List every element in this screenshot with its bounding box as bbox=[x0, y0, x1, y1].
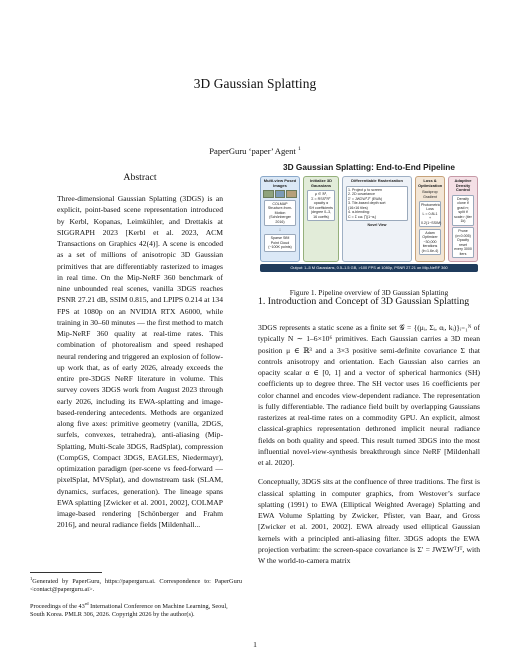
footnote-divider bbox=[30, 572, 102, 573]
stage-loss-optimization bbox=[415, 176, 445, 262]
stage-line: 1. Project μ to screen bbox=[348, 187, 383, 192]
proceedings-rest: International Conference on Machine Learning, Seoul, South Korea. PMLR 306, 2026. Copyright 2026 by the author(s). bbox=[30, 603, 228, 619]
image-thumbnail bbox=[286, 190, 297, 198]
gaussian-params-box bbox=[307, 190, 335, 221]
stage-differentiable-rasterization bbox=[342, 176, 412, 262]
stage-initialize-gaussians bbox=[303, 176, 339, 262]
loss-box bbox=[419, 201, 441, 228]
stage-line: L = 0.8L1 + bbox=[422, 211, 438, 221]
stage-line: 3. Tile-based depth sort bbox=[348, 201, 386, 206]
stage-line: Backprop bbox=[422, 190, 438, 195]
stage-heading: Multi-view Posed Images bbox=[263, 178, 297, 188]
footnote-generated bbox=[30, 575, 242, 595]
point-cloud-box bbox=[264, 234, 296, 252]
stage-heading: Adaptive Density Control bbox=[454, 178, 472, 193]
stage-line: Point Cloud bbox=[270, 240, 290, 245]
stage-line: Σ = RSSᵀRᵀ bbox=[311, 196, 331, 201]
stage-line: (~100K points) bbox=[268, 245, 292, 250]
stage-line: Opacity reset bbox=[456, 238, 470, 247]
stage-heading: Loss & Optimization bbox=[418, 178, 443, 188]
footnote-mark: 1 bbox=[30, 576, 33, 581]
paper-title: 3D Gaussian Splatting bbox=[193, 76, 317, 91]
stage-line: COLMAP bbox=[272, 201, 288, 206]
stage-line: iterations bbox=[422, 244, 438, 249]
stage-line: Sparse SfM bbox=[270, 236, 290, 241]
prune-box bbox=[452, 227, 474, 258]
paragraph: 3DGS represents a static scene as a finite set 𝒢 = {(μᵢ, Σᵢ, αᵢ, kᵢ)}ᵢ₌₁ᴺ of typically N ∼ 1–6×10⁶ primitives. Each Gaussian carries a 3D mean position μ ∈ ℝ³ and a 3×3 positive semi-definite covariance Σ that controls anisotropy and orientation. Each Gaussian also carries an opacity scalar α ∈ [0, 1] and a vector of spherical harmonics (SH) coefficients up to degree three. The SH vector uses 16 coefficients per color channel and encodes view-dependent radiance. The representation is fully differentiable. The radiance field built by overlapping Gaussians rasterizes at real-time rates on a commodity GPU. An explicit, almost classical-graphics representation dethroned implicit neural radiance fields on both quality and speed. This result turned 3DGS into the most influential novel-view-synthesis breakthrough since NeRF [Mildenhall et al. 2020]. bbox=[258, 323, 480, 467]
stage-line: Σ′ = JWΣWᵀJᵀ (EWA) bbox=[348, 196, 383, 201]
proceedings-note bbox=[30, 600, 242, 620]
colmap-box bbox=[264, 200, 296, 227]
density-histogram-graphic bbox=[451, 260, 475, 262]
histogram-bar bbox=[461, 261, 463, 262]
pipeline-figure bbox=[258, 160, 480, 278]
figure-output-banner: Output: 1–5 M Gaussians, 0.5–1.5 GB, >100 FPS at 1080p, PSNR 27.21 on Mip-NeRF 360 bbox=[260, 264, 478, 272]
stage-input-images bbox=[260, 176, 300, 262]
section-body bbox=[258, 322, 480, 622]
image-thumbnails bbox=[263, 190, 297, 198]
stage-line: 16 coeffs) bbox=[313, 214, 329, 219]
arrow-down-icon: ↓ bbox=[278, 226, 282, 233]
section-heading: 1. Introduction and Concept of 3D Gaussian Splatting bbox=[258, 296, 470, 307]
image-thumbnail bbox=[275, 190, 286, 198]
stage-line: Adam Optimizer bbox=[422, 230, 438, 240]
stage-line: opacity α bbox=[313, 201, 329, 206]
stage-line: grad>τ; split if bbox=[457, 205, 469, 215]
stage-line: ~30,000 bbox=[423, 239, 437, 244]
stage-line: μ ∈ ℝ³, bbox=[314, 192, 328, 197]
stage-line: (Schönberger 2016) bbox=[269, 215, 291, 224]
stage-line: (16×16 tiles) bbox=[348, 205, 368, 210]
stage-line: scale> (iter 1k) bbox=[454, 214, 472, 224]
stage-line: 2. 2D covariance bbox=[348, 192, 375, 197]
stage-line: Structure-from-Motion bbox=[267, 206, 293, 215]
stage-line: Densify clone if bbox=[457, 196, 469, 206]
author-name: PaperGuru ‘paper’ Agent bbox=[209, 146, 296, 156]
densify-box bbox=[452, 195, 474, 226]
stage-heading: Differentiable Rasterization bbox=[351, 178, 403, 183]
stage-line: Photometric Loss bbox=[421, 202, 441, 212]
optimizer-box bbox=[419, 229, 441, 256]
novel-view-label: Novel View bbox=[367, 222, 387, 227]
image-thumbnail bbox=[263, 190, 274, 198]
stage-line: (lr=1.6e-4) bbox=[421, 248, 439, 253]
stage-line: every 3000 iters bbox=[454, 247, 472, 256]
figure-title: 3D Gaussian Splatting: End-to-End Pipeline bbox=[283, 162, 455, 172]
stage-line: Gradient bbox=[423, 194, 437, 199]
rasterization-steps-box bbox=[346, 186, 408, 222]
stage-line: Prune (α<0.005) bbox=[455, 229, 471, 238]
stage-line: 4. α-blending: bbox=[348, 210, 370, 215]
stage-line: (degree 0–3, bbox=[310, 210, 332, 215]
paragraph: Conceptually, 3DGS sits at the confluence of three traditions. The first is classical splatting in computer graphics, from Westover’s surface splatting (1991) to EWA (Elliptical Weighted Average) Splatting and EWA Volume Splatting by Zwicker, Pfister, van Baar, and Gross [Zwicker et al. 2001, 2002]. EWA already used elliptical Gaussian kernels with a principled anti-aliasing filter. 3DGS adopts the EWA projection verbatim: the screen-space covariance is Σ′ = JWΣWᵀJᵀ, with W the world-to-camera matrix bbox=[258, 477, 480, 565]
figure-caption: Figure 1. Pipeline overview of 3D Gaussian Splatting bbox=[289, 288, 449, 297]
author-line bbox=[0, 146, 510, 156]
proceedings-prefix: Proceedings of the 43 bbox=[30, 603, 85, 611]
stage-heading: Initialize 3D Gaussians bbox=[309, 178, 332, 188]
page-number: 1 bbox=[253, 640, 257, 649]
author-affiliation-mark: 1 bbox=[297, 146, 301, 153]
stage-adaptive-density-control bbox=[448, 176, 478, 262]
stage-line: SH coefficients bbox=[309, 205, 333, 210]
abstract-text: Three-dimensional Gaussian Splatting (3DGS) is an explicit, point-based scene representation introduced by Kerbl, Kopanas, Leimkühler, and Drettakis at SIGGRAPH 2023 [Kerbl et al. 2023, ACM Transactions on Graphics 42(4)]. A scene is encoded as a set of millions of anisotropic 3D Gaussian primitives that are differentiably rasterized to images in real time. On the Mip-NeRF 360 benchmark of nine unbounded real scenes, vanilla 3DGS reaches PSNR 27.21 dB, SSIM 0.815, and LPIPS 0.214 at 134 FPS at 1080p on an NVIDIA RTX A6000, while training in 30–60 minutes — the first method to match Mip-NeRF 360 quality at real-time rates. This combination of photorealism and speed reshaped neural rendering and triggered an explosion of follow-up work that, as of early 2026, already exceeds the entire pre-3DGS NeRF literature in volume. This survey covers 3DGS work from August 2023 through early 2026, including its EWA-splatting and image-based-rendering antecedents. Methods are organized along five axes: primitive geometry (vanilla, 2DGS, surfels, convexes, tetrahedra), anti-aliasing (Mip-Splatting, Multi-Scale 3DGS, RadSplat), compression (CompGS, Compact 3DGS, EAGLES, Niedermayr), optimization paradigm (per-scene vs feed-forward — pixelSplat, MVSplat), and downstream task (SLAM, dynamics, surfaces, generation). The lineage spans EWA splatting [Zwicker et al. 2001, 2002], COLMAP image-based rendering [Schönberger and Frahm 2016], and neural radiance fields [Mildenhall... bbox=[57, 194, 223, 530]
stage-line: 0.2(1−SSIM) bbox=[421, 220, 442, 225]
abstract-heading: Abstract bbox=[123, 172, 157, 183]
stage-line: C = Σ cᵢαᵢ ∏(1−αⱼ) bbox=[348, 214, 377, 219]
proceedings-ordinal: rd bbox=[84, 601, 89, 606]
footnote-generated-text: Generated by PaperGuru, https://paperguru.ai. Correspondence to: PaperGuru <contact@paperguru.ai>. bbox=[30, 578, 242, 594]
